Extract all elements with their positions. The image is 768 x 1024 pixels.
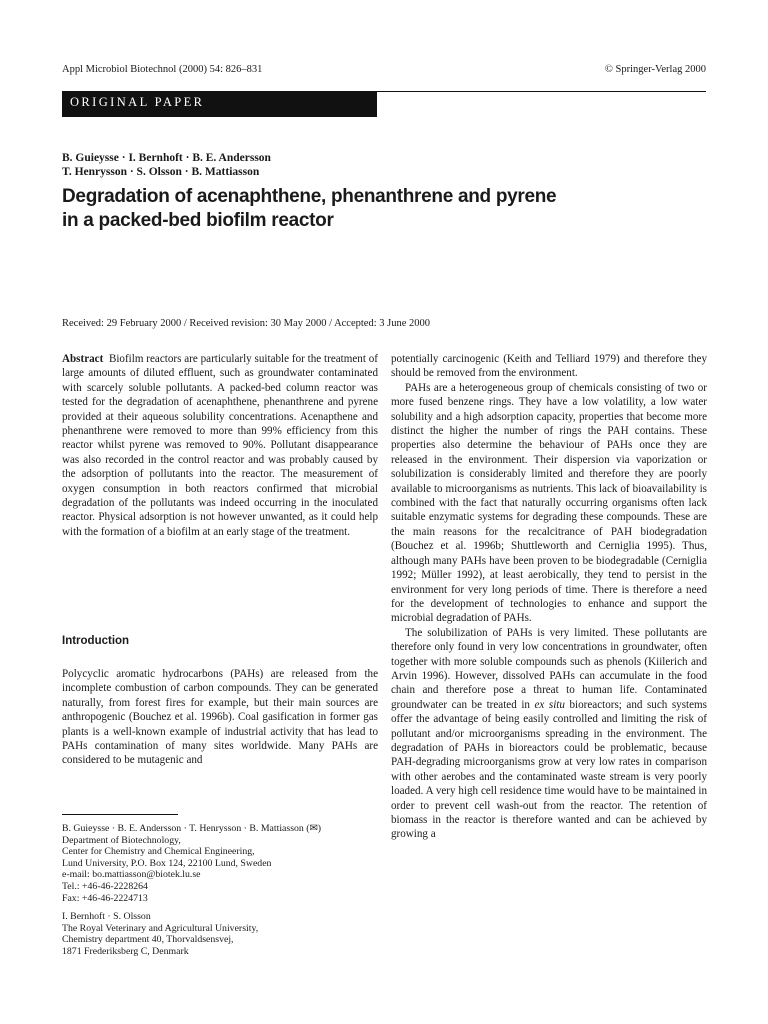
banner-rule bbox=[377, 91, 706, 92]
affiliation-line: Lund University, P.O. Box 124, 22100 Lund, Sweden bbox=[62, 857, 272, 869]
affiliation-gap bbox=[62, 904, 378, 911]
affiliation-line: I. Bernhoft · S. Olsson bbox=[62, 911, 151, 923]
introduction-heading: Introduction bbox=[62, 635, 130, 647]
affiliation-line: The Royal Veterinary and Agricultural University, bbox=[62, 922, 259, 934]
abstract-paragraph bbox=[62, 352, 378, 539]
article-type-label: ORIGINAL PAPER bbox=[70, 95, 205, 109]
title-line-1: Degradation of acenaphthene, phenanthrene and pyrene bbox=[62, 186, 557, 207]
affiliation-line: B. Guieysse · B. E. Andersson · T. Henrysson · B. Mattiasson (✉) bbox=[62, 823, 322, 834]
affiliation-email: e-mail: bo.mattiasson@biotek.lu.se bbox=[62, 869, 201, 881]
author-line-1: B. Guieysse · I. Bernhoft · B. E. Andersson bbox=[62, 152, 271, 164]
title-line-2: in a packed-bed biofilm reactor bbox=[62, 210, 334, 231]
affiliations bbox=[62, 823, 378, 958]
affiliation-line: Chemistry department 40, Thorvaldsensvej, bbox=[62, 934, 234, 946]
received-dates: Received: 29 February 2000 / Received revision: 30 May 2000 / Accepted: 3 June 2000 bbox=[62, 318, 430, 329]
article-type-banner bbox=[62, 91, 377, 117]
body-paragraph: potentially carcinogenic (Keith and Telliard 1979) and therefore they should be removed from the environment. bbox=[391, 353, 707, 380]
abstract-text: Biofilm reactors are particularly suitable for the treatment of large amounts of diluted effluent, such as groundwater contaminated with scarcely soluble pollutants. A packed-bed column reactor was tested for the degradation of acenaphthene, phenanthrene and pyrene provided at their aqueous solubility concentrations. Acenapthene and phenanthrene were removed to more than 99% efficiency from this reactor whilst pyrene was removed to 90%. Pollutant disappearance was also recorded in the control reactor and was probably caused by the adsorption of pollutants into the reactor. The measurement of oxygen consumption in both reactors confirmed that microbial degradation of the pollutants was indeed occurring in the inoculated reactor. Physical adsorption is not however unwanted, as it could help with the formation of a biofilm at an early stage of the treatment. bbox=[62, 353, 378, 538]
footnote-rule bbox=[62, 814, 178, 815]
affiliation-line: Center for Chemistry and Chemical Engineering, bbox=[62, 846, 255, 858]
author-list bbox=[62, 151, 271, 179]
body-text: The solubilization of PAHs is very limited. These pollutants are therefore only found in very low concentrations in groundwater, often together with more soluble compounds such as phenols (Kiilerich and Arvin 1996). However, dissolved PAHs can accumulate in the food chain and therefore pose a threat to human life. Contaminated groundwater can be treated in bbox=[391, 626, 707, 711]
affiliation-fax: Fax: +46-46-2224713 bbox=[62, 892, 148, 904]
body-text: bioreactors; and such systems offer the advantage of being easily controlled and limiting the risk of pollutant and/or microorganisms spreading in the environment. The degradation of PAHs in bioreactors could be problematic, because PAH-degrading microorganisms grow at very low rates in comparison with other aerobes and the contaminated waste stream is very poorly loaded. A very high cell residence time would have to be maintained in order to prevent cell wash-out from the reactor. The retention of biomass in the reactor is therefore wanted and can be achieved by growing a bbox=[391, 698, 707, 841]
affiliation-phone: Tel.: +46-46-2228264 bbox=[62, 880, 148, 892]
journal-citation: Appl Microbiol Biotechnol (2000) 54: 826–831 bbox=[62, 64, 263, 75]
copyright-notice: © Springer-Verlag 2000 bbox=[604, 64, 706, 75]
body-paragraph: PAHs are a heterogeneous group of chemicals consisting of two or more fused benzene rings. They have a low volatility, a low water solubility and a high adsorption capacity, properties that become more distinct the higher the number of rings the PAH contains. These properties also determine the behaviour of PAHs once they are released in the environment. Their dispersion via vaporization or solubilization is considerably limited and therefore they are poorly available to microorganisms as nutrients. This lack of bioavailability is combined with the fact that naturally occurring organisms often lack suitable enzymatic systems for degrading these compounds. These are the main reasons for the recalcitrance of PAH biodegradation (Bouchez et al. 1996b; Shuttleworth and Cerniglia 1995). Thus, although many PAHs have been proven to be biodegradable (Cerniglia 1992; Müller 1992), at least aerobically, they tend to persist in the environment for very long periods of time. There is therefore a need for the development of technologies to enhance and support the microbial degradation of PAHs. bbox=[391, 381, 707, 625]
author-line-2: T. Henrysson · S. Olsson · B. Mattiasson bbox=[62, 166, 260, 178]
abstract-label: Abstract bbox=[62, 353, 104, 365]
introduction-paragraph-1: Polycyclic aromatic hydrocarbons (PAHs) are released from the incomplete combustion of carbon compounds. They can be generated naturally, from forest fires for example, but their main sources are anthropogenic (Bouchez et al. 1996b). Coal gasification in former gas plants is a well-known example of industrial activity that has lead to PAHs contamination of many sites worldwide. Many PAHs are considered to be mutagenic and bbox=[62, 668, 378, 767]
article-title bbox=[62, 185, 556, 233]
right-column-body bbox=[391, 352, 707, 842]
body-paragraph bbox=[391, 626, 707, 842]
body-text-italic: ex situ bbox=[534, 698, 565, 711]
affiliation-line: Department of Biotechnology, bbox=[62, 834, 181, 846]
affiliation-line: 1871 Frederiksberg C, Denmark bbox=[62, 945, 189, 957]
introduction-body bbox=[62, 667, 378, 768]
abstract bbox=[62, 352, 378, 539]
